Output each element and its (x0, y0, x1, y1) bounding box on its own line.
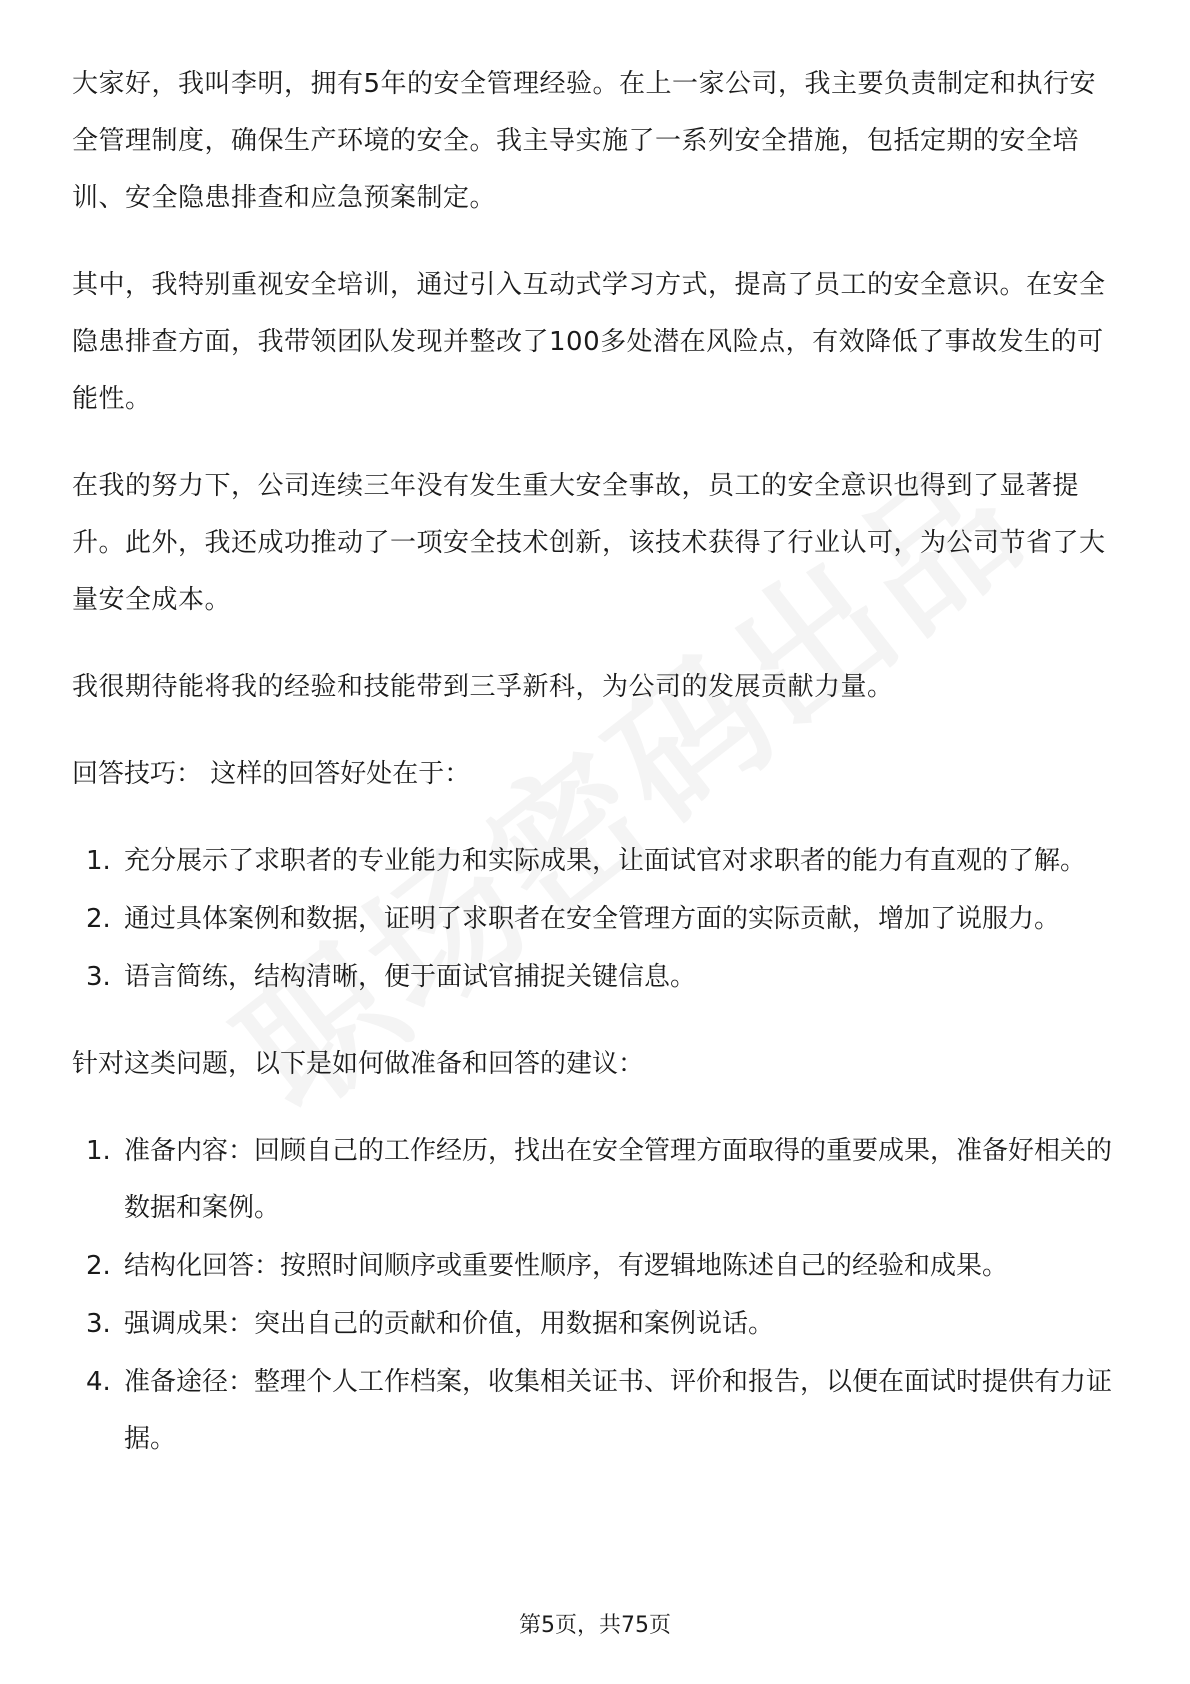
list-item (72, 833, 1118, 890)
list-number: 1. (86, 1136, 111, 1166)
list-number: 4. (86, 1367, 111, 1397)
paragraph-closing: 我很期待能将我的经验和技能带到三孚新科，为公司的发展贡献力量。 (72, 672, 894, 702)
list-item (72, 1296, 1118, 1353)
list-item (72, 1238, 1118, 1295)
advice-heading: 针对这类问题，以下是如何做准备和回答的建议： (72, 1049, 645, 1079)
list-number: 2. (86, 1251, 111, 1281)
tips-list (72, 833, 1118, 1006)
list-item-text: 准备途径：整理个人工作档案，收集相关证书、评价和报告，以便在面试时提供有力证据。 (124, 1367, 1113, 1454)
list-item (72, 949, 1118, 1006)
list-number: 2. (86, 904, 111, 934)
list-item (72, 891, 1118, 948)
list-item-text: 结构化回答：按照时间顺序或重要性顺序，有逻辑地陈述自己的经验和成果。 (124, 1251, 1009, 1281)
list-number: 1. (86, 846, 111, 876)
list-number: 3. (86, 1309, 111, 1339)
list-item (72, 1123, 1118, 1237)
tips-heading: 回答技巧： 这样的回答好处在于： (72, 759, 471, 789)
paragraph-results: 在我的努力下，公司连续三年没有发生重大安全事故，员工的安全意识也得到了显著提升。此外，我还成功推动了一项安全技术创新，该技术获得了行业认可，为公司节省了大量安全成本。 (72, 471, 1106, 615)
advice-list (72, 1123, 1118, 1468)
page-footer: 第5页，共75页 (519, 1613, 671, 1638)
list-number: 3. (86, 962, 111, 992)
paragraph-training: 其中，我特别重视安全培训，通过引入互动式学习方式，提高了员工的安全意识。在安全隐患排查方面，我带领团队发现并整改了100多处潜在风险点，有效降低了事故发生的可能性。 (72, 270, 1106, 414)
list-item-text: 强调成果：突出自己的贡献和价值，用数据和案例说话。 (124, 1309, 775, 1339)
list-item-text: 语言简练，结构清晰，便于面试官捕捉关键信息。 (124, 962, 697, 992)
list-item-text: 准备内容：回顾自己的工作经历，找出在安全管理方面取得的重要成果，准备好相关的数据和案例。 (124, 1136, 1113, 1223)
paragraph-intro: 大家好，我叫李明，拥有5年的安全管理经验。在上一家公司，我主要负责制定和执行安全管理制度，确保生产环境的安全。我主导实施了一系列安全措施，包括定期的安全培训、安全隐患排查和应急预案制定。 (72, 69, 1097, 213)
document-body (72, 56, 1118, 1498)
list-item-text: 充分展示了求职者的专业能力和实际成果，让面试官对求职者的能力有直观的了解。 (124, 846, 1087, 876)
list-item (72, 1354, 1118, 1468)
list-item-text: 通过具体案例和数据，证明了求职者在安全管理方面的实际贡献，增加了说服力。 (124, 904, 1061, 934)
